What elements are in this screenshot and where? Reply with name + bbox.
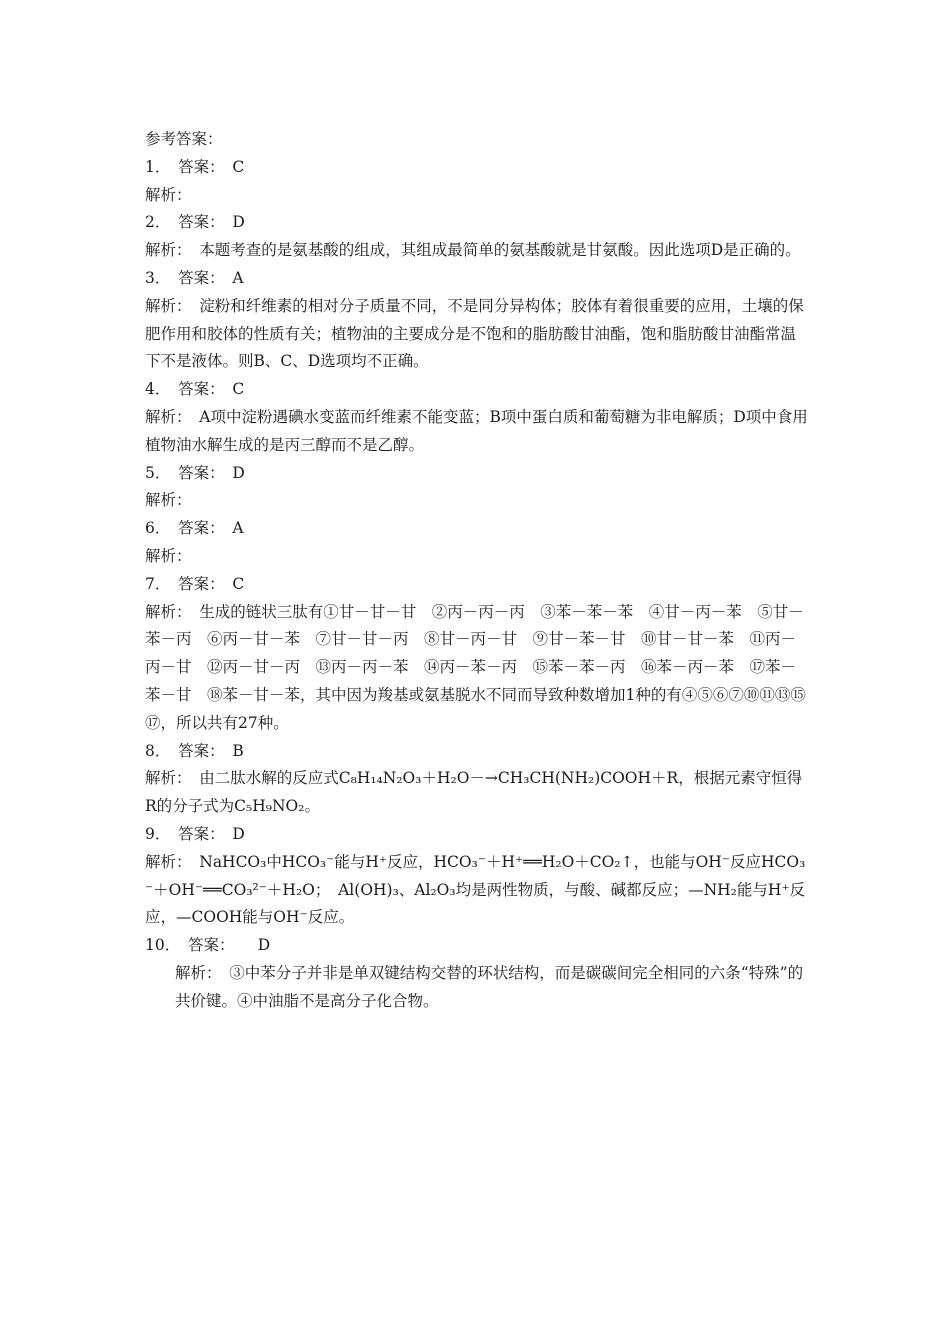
explanation-6: 解析：	[145, 546, 192, 565]
answer-4: 4． 答案： C	[145, 380, 245, 399]
answer-8: 8． 答案： B	[145, 741, 244, 760]
answer-key	[145, 126, 810, 1016]
explanation-3: 解析： 淀粉和纤维素的相对分子质量不同，不是同分异构体；胶体有着很重要的应用，土壤的保肥作用和胶体的性质有关；植物油的主要成分是不饱和的脂肪酸甘油酯，饱和脂肪酸甘油酯常温下不是液体。则B、C、D选项均不正确。	[145, 296, 804, 371]
explanation-5: 解析：	[145, 491, 192, 510]
answer-5: 5． 答案： D	[145, 463, 245, 482]
answer-3: 3． 答案： A	[145, 268, 244, 287]
answer-key-title: 参考答案：	[145, 130, 223, 148]
answer-6: 6． 答案： A	[145, 519, 244, 538]
answer-7: 7． 答案： C	[145, 574, 245, 593]
explanation-4: 解析： A项中淀粉遇碘水变蓝而纤维素不能变蓝；B项中蛋白质和葡萄糖为非电解质；D项中食用植物油水解生成的是丙三醇而不是乙醇。	[145, 407, 808, 454]
explanation-2: 解析： 本题考查的是氨基酸的组成，其组成最简单的氨基酸就是甘氨酸。因此选项D是正确的。	[145, 241, 801, 260]
answer-10: 10． 答案： D	[145, 936, 271, 955]
explanation-7: 解析： 生成的链状三肽有①甘－甘－甘 ②丙－丙－丙 ③苯－苯－苯 ④甘－丙－苯 ⑤甘－苯－丙 ⑥丙－甘－苯 ⑦甘－甘－丙 ⑧甘－丙－甘 ⑨甘－苯－甘 ⑩甘－甘－苯 ⑪丙－丙－甘 ⑫丙－甘－丙 ⑬丙－丙－苯 ⑭丙－苯－丙 ⑮苯－苯－丙 ⑯苯－丙－苯 ⑰苯－苯－甘 ⑱苯－甘－苯，其中因为羧基或氨基脱水不同而导致种数增加1种的有④⑤⑥⑦⑩⑪⑬⑮⑰，所以共有27种。	[145, 602, 806, 732]
answer-1: 1． 答案： C	[145, 157, 245, 176]
explanation-1: 解析：	[145, 185, 192, 204]
answer-9: 9． 答案： D	[145, 824, 245, 843]
answer-2: 2． 答案： D	[145, 213, 245, 232]
explanation-10: 解析： ③中苯分子并非是单双键结构交替的环状结构，而是碳碳间完全相同的六条“特殊”的共价键。④中油脂不是高分子化合物。	[175, 963, 804, 1010]
explanation-8: 解析： 由二肽水解的反应式C₈H₁₄N₂O₃＋H₂O－→CH₃CH(NH₂)COOH＋R，根据元素守恒得R的分子式为C₅H₉NO₂。	[145, 769, 803, 816]
explanation-9: 解析： NaHCO₃中HCO₃⁻能与H⁺反应，HCO₃⁻＋H⁺══H₂O＋CO₂↑，也能与OH⁻反应HCO₃⁻＋OH⁻══CO₃²⁻＋H₂O； Al(OH)₃、Al₂O₃均是两性物质，与酸、碱都反应；—NH₂能与H⁺反应，—COOH能与OH⁻反应。	[145, 852, 806, 927]
